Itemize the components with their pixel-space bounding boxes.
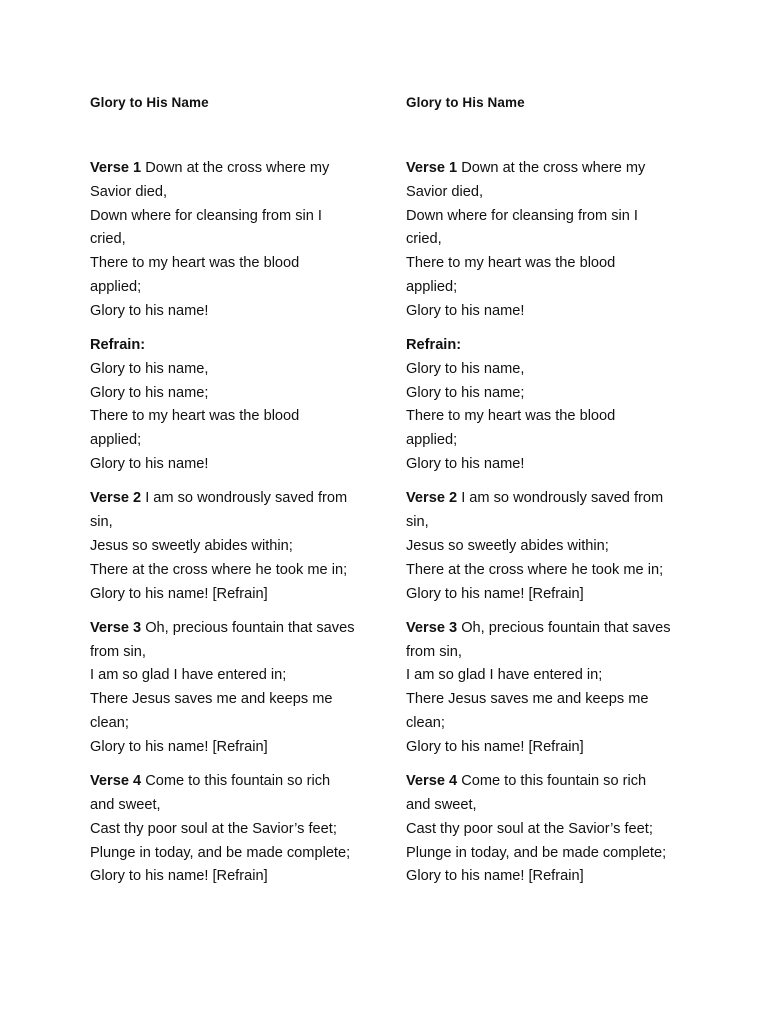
lyric-line: and sweet, <box>90 796 161 813</box>
stanza-label: Verse 3 <box>90 619 142 636</box>
lyric-line: and sweet, <box>406 796 477 813</box>
lyric-line: Glory to his name! <box>90 456 209 473</box>
lyric-line: sin, <box>90 514 113 531</box>
lyric-line: I am so glad I have entered in; <box>90 667 287 684</box>
stanza-label: Refrain: <box>90 337 146 354</box>
lyric-line: Glory to his name! [Refrain] <box>90 868 268 885</box>
verse-2 <box>90 487 390 606</box>
verse-1 <box>90 157 390 324</box>
lyric-line: Glory to his name, <box>90 360 209 377</box>
lyric-line: Down where for cleansing from sin I <box>406 207 638 224</box>
stanza-label: Verse 4 <box>90 773 142 790</box>
lyric-line: Down where for cleansing from sin I <box>90 207 322 224</box>
lyric-line: I am so glad I have entered in; <box>406 667 603 684</box>
lyric-line: There to my heart was the blood <box>406 408 616 425</box>
lyric-line: Jesus so sweetly abides within; <box>406 537 609 554</box>
lyric-line: There Jesus saves me and keeps me <box>90 691 333 708</box>
song-title: Glory to His Name <box>90 95 209 110</box>
lyric-line: Plunge in today, and be made complete; <box>90 844 351 861</box>
stanza-label: Verse 3 <box>406 619 458 636</box>
left-column <box>90 93 390 900</box>
lyric-line: applied; <box>90 432 142 449</box>
verse-2 <box>406 487 706 606</box>
lyric-line: There to my heart was the blood <box>90 408 300 425</box>
lyric-line: Glory to his name! <box>90 302 209 319</box>
lyric-line: There to my heart was the blood <box>90 255 300 272</box>
lyric-line: Glory to his name! [Refrain] <box>90 738 268 755</box>
stanza-label: Verse 2 <box>406 490 458 507</box>
lyric-line: Cast thy poor soul at the Savior’s feet; <box>406 820 653 837</box>
lyric-line: Down at the cross where my <box>461 160 646 176</box>
lyric-line: clean; <box>90 715 129 732</box>
lyric-line: Plunge in today, and be made complete; <box>406 844 667 861</box>
song-title: Glory to His Name <box>406 95 525 110</box>
lyric-line: Down at the cross where my <box>145 160 330 176</box>
lyric-line: applied; <box>406 432 458 449</box>
lyric-line: Jesus so sweetly abides within; <box>90 537 293 554</box>
lyric-line: There at the cross where he took me in; <box>406 561 664 578</box>
lyric-line: Glory to his name! [Refrain] <box>406 585 584 602</box>
stanza-label: Refrain: <box>406 337 462 354</box>
lyric-line: cried, <box>90 231 126 248</box>
lyric-line: sin, <box>406 514 429 531</box>
lyric-line: There Jesus saves me and keeps me <box>406 691 649 708</box>
lyric-line: Glory to his name! [Refrain] <box>406 868 584 885</box>
lyric-line: Glory to his name, <box>406 360 525 377</box>
stanza-label: Verse 2 <box>90 490 142 507</box>
refrain <box>406 334 706 477</box>
stanza-label: Verse 1 <box>90 160 142 176</box>
verse-4 <box>406 770 706 889</box>
verse-1 <box>406 157 706 324</box>
lyric-line: There at the cross where he took me in; <box>90 561 348 578</box>
lyric-line: Come to this fountain so rich <box>461 773 647 790</box>
lyric-line: from sin, <box>406 643 462 660</box>
lyric-line: cried, <box>406 231 442 248</box>
lyric-line: Oh, precious fountain that saves <box>461 619 671 636</box>
lyric-line: I am so wondrously saved from <box>461 490 664 507</box>
lyric-line: Glory to his name! <box>406 456 525 473</box>
lyric-line: I am so wondrously saved from <box>145 490 348 507</box>
lyric-line: Savior died, <box>90 183 168 200</box>
verse-3 <box>90 617 390 760</box>
stanza-label: Verse 4 <box>406 773 458 790</box>
right-column <box>406 93 706 900</box>
lyric-line: clean; <box>406 715 445 732</box>
lyric-line: applied; <box>406 278 458 295</box>
verse-3 <box>406 617 706 760</box>
refrain <box>90 334 390 477</box>
lyric-line: Come to this fountain so rich <box>145 773 331 790</box>
lyric-line: Glory to his name! <box>406 302 525 319</box>
lyric-line: applied; <box>90 278 142 295</box>
lyric-line: Glory to his name; <box>406 384 525 401</box>
lyric-line: Cast thy poor soul at the Savior’s feet; <box>90 820 337 837</box>
verse-4 <box>90 770 390 889</box>
lyric-line: from sin, <box>90 643 146 660</box>
lyric-line: Glory to his name! [Refrain] <box>406 738 584 755</box>
lyric-line: There to my heart was the blood <box>406 255 616 272</box>
lyric-line: Glory to his name; <box>90 384 209 401</box>
lyric-line: Oh, precious fountain that saves <box>145 619 355 636</box>
lyric-line: Glory to his name! [Refrain] <box>90 585 268 602</box>
lyric-line: Savior died, <box>406 183 484 200</box>
stanza-label: Verse 1 <box>406 160 458 176</box>
